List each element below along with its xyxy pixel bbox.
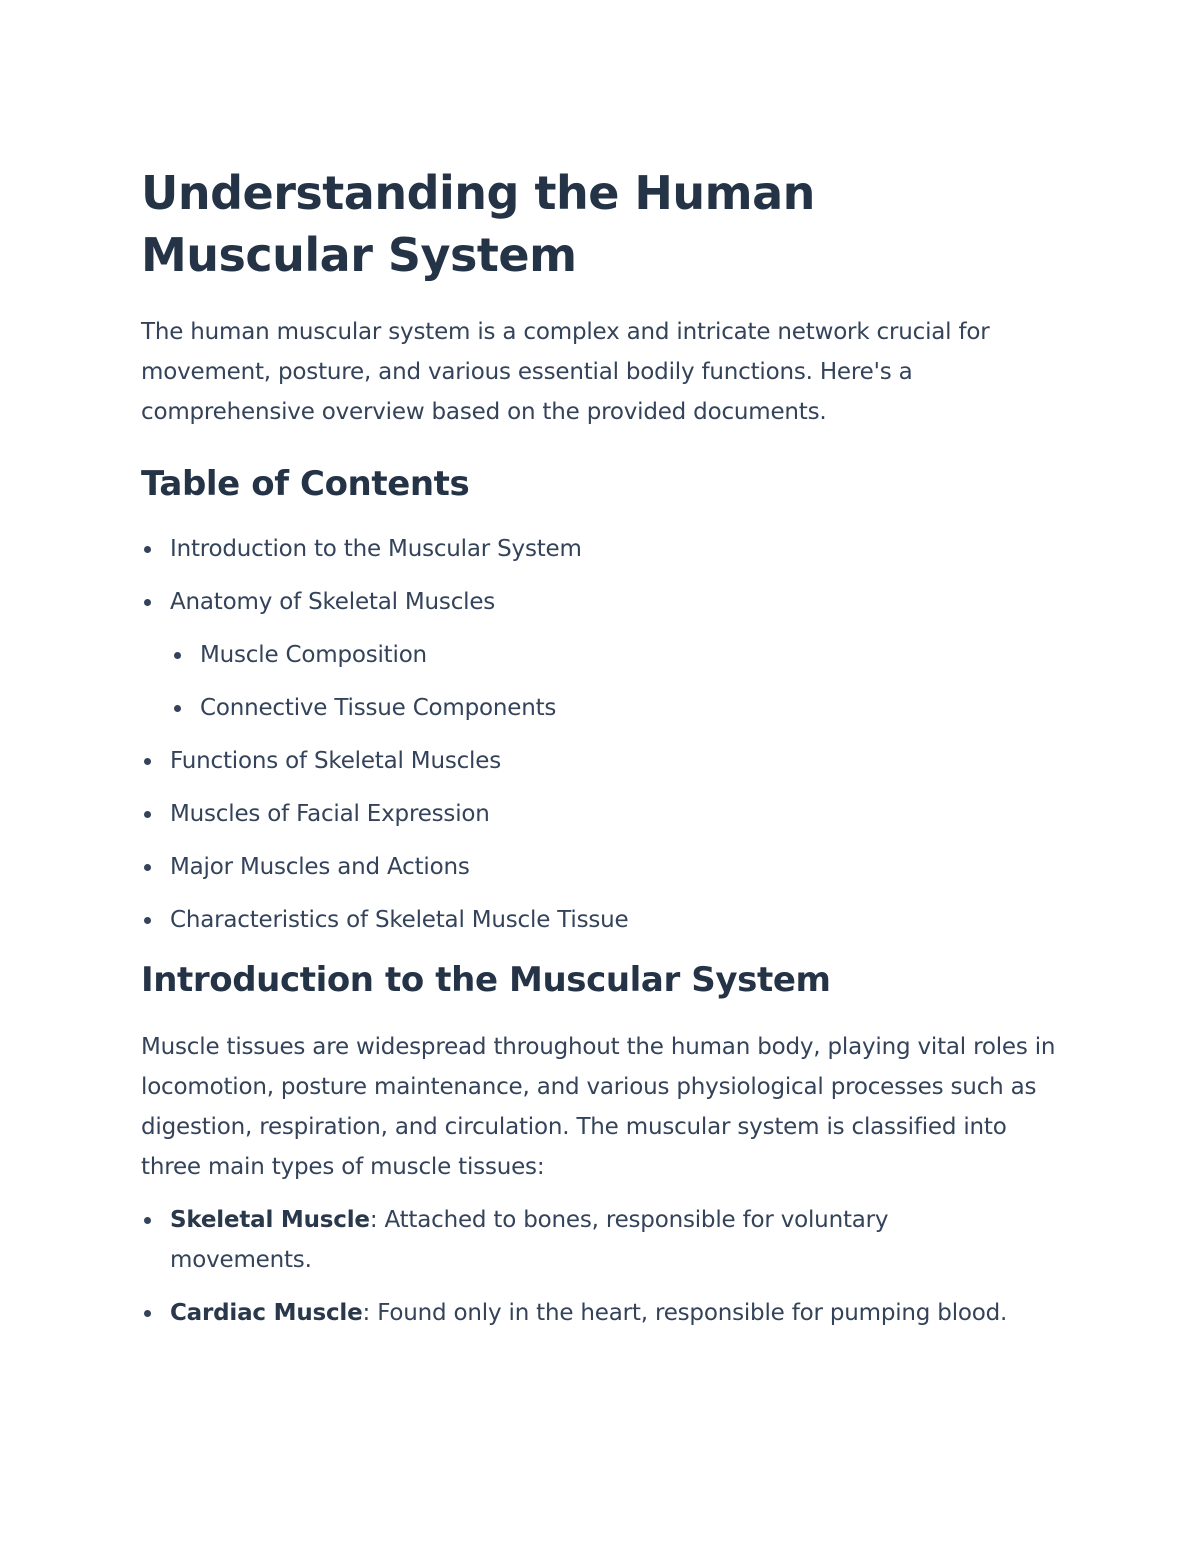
section-paragraph: Muscle tissues are widespread throughout the human body, playing vital roles in locomotion, posture maintenance, and various physiological processes such as digestion, respiration, and circulation. The muscular system is classified into three main types of muscle tissues: <box>141 1034 1056 1180</box>
toc-subitem: Connective Tissue Components <box>200 688 1061 728</box>
toc-heading: Table of Contents <box>141 464 470 504</box>
toc-item: Functions of Skeletal Muscles <box>170 741 1061 781</box>
toc-subitem: Muscle Composition <box>200 635 1061 675</box>
toc-item: Anatomy of Skeletal Muscles Muscle Composition Connective Tissue Components <box>170 582 1061 728</box>
list-item <box>170 1293 1030 1333</box>
toc-item: Introduction to the Muscular System <box>170 529 1061 569</box>
toc-item: Major Muscles and Actions <box>170 847 1061 887</box>
muscle-types-list <box>170 1200 1030 1333</box>
document-page <box>141 162 1061 1346</box>
section-heading: Introduction to the Muscular System <box>141 960 831 1000</box>
list-item <box>170 1200 1030 1280</box>
toc-sublist <box>200 635 1061 728</box>
description: : Attached to bones, responsible for voluntary movements. <box>170 1207 889 1273</box>
toc-item: Characteristics of Skeletal Muscle Tissue <box>170 900 1061 940</box>
page-title: Understanding the Human Muscular System <box>141 166 815 282</box>
table-of-contents <box>170 529 1061 940</box>
toc-item: Muscles of Facial Expression <box>170 794 1061 834</box>
description: : Found only in the heart, responsible for pumping blood. <box>362 1300 1008 1326</box>
term: Skeletal Muscle <box>170 1207 370 1233</box>
intro-paragraph: The human muscular system is a complex and intricate network crucial for movement, posture, and various essential bodily functions. Here's a comprehensive overview based on the provided documents. <box>141 319 990 425</box>
term: Cardiac Muscle <box>170 1300 363 1326</box>
